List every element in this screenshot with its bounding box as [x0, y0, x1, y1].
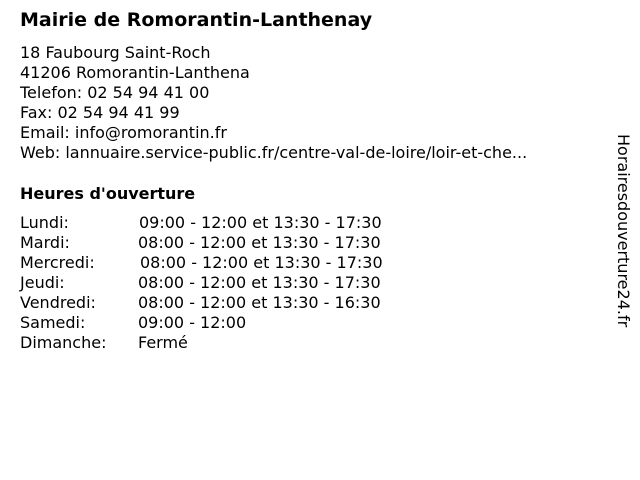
day-label: Mercredi:: [20, 253, 95, 272]
time-range: 09:00 - 12:00 et 13:30 - 17:30: [139, 213, 382, 232]
hours-row-dimanche: [20, 333, 383, 353]
hours-row-jeudi: [20, 273, 383, 293]
address-street: 18 Faubourg Saint-Roch: [20, 43, 211, 62]
time-range: Fermé: [138, 333, 188, 352]
time-range: 08:00 - 12:00 et 13:30 - 17:30: [138, 273, 381, 292]
day-label: Samedi:: [20, 313, 86, 332]
day-label: Lundi:: [20, 213, 69, 232]
opening-hours-table: [20, 213, 383, 353]
hours-row-samedi: [20, 313, 383, 333]
hours-row-vendredi: [20, 293, 383, 313]
site-watermark: Horairesdouverture24.fr: [614, 134, 633, 328]
day-label: Mardi:: [20, 233, 70, 252]
day-label: Vendredi:: [20, 293, 96, 312]
time-range: 08:00 - 12:00 et 13:30 - 17:30: [138, 233, 381, 252]
time-range: 08:00 - 12:00 et 13:30 - 17:30: [140, 253, 383, 272]
time-range: 08:00 - 12:00 et 13:30 - 16:30: [138, 293, 381, 312]
phone-number: Telefon: 02 54 94 41 00: [20, 83, 210, 102]
day-label: Dimanche:: [20, 333, 107, 352]
time-range: 09:00 - 12:00: [138, 313, 247, 332]
day-label: Jeudi:: [20, 273, 65, 292]
page-title: Mairie de Romorantin-Lanthenay: [20, 9, 373, 31]
hours-row-mercredi: [20, 253, 383, 273]
address-city: 41206 Romorantin-Lanthena: [20, 63, 250, 82]
hours-row-lundi: [20, 213, 383, 233]
hours-row-mardi: [20, 233, 383, 253]
contact-info: [20, 43, 527, 163]
email-address: Email: info@romorantin.fr: [20, 123, 227, 142]
fax-number: Fax: 02 54 94 41 99: [20, 103, 180, 122]
website-link: Web: lannuaire.service-public.fr/centre-val-de-loire/loir-et-che...: [20, 143, 528, 162]
hours-heading: Heures d'ouverture: [20, 184, 196, 203]
